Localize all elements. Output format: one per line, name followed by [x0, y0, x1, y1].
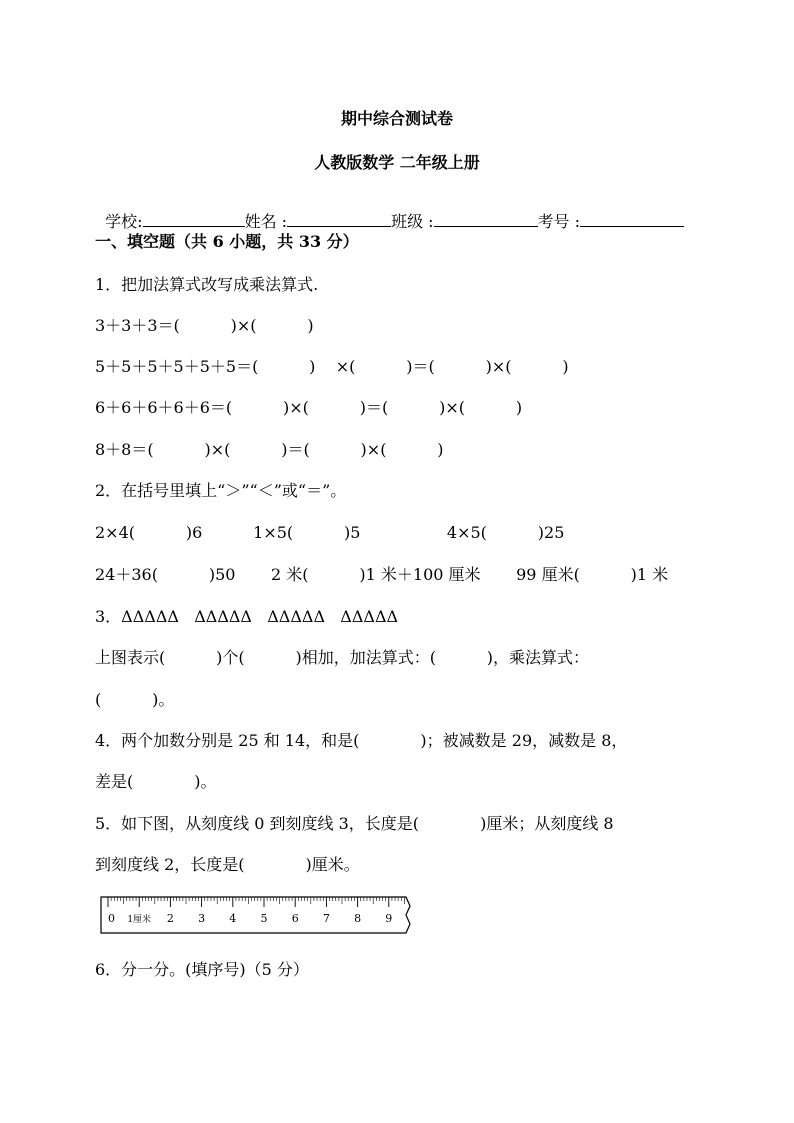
ruler-image: [100, 896, 412, 934]
exam-no-field[interactable]: [580, 210, 684, 227]
ruler-label: 4: [229, 912, 237, 925]
q5-line-1: 5．如下图，从刻度线 0 到刻度线 3，长度是( )厘米；从刻度线 8: [95, 814, 614, 833]
ruler-label: 9: [385, 912, 393, 925]
q3-stem: 3．ΔΔΔΔΔ ΔΔΔΔΔ ΔΔΔΔΔ ΔΔΔΔΔ: [95, 607, 399, 626]
q6-stem: 6．分一分。(填序号)（5 分）: [95, 960, 309, 979]
class-label: 班级 :: [391, 212, 434, 231]
ruler-label: 7: [322, 912, 330, 925]
q2-stem: 2．在括号里填上“＞”“＜”或“＝”。: [95, 481, 347, 500]
school-field[interactable]: [143, 210, 245, 227]
q2-line-2: 24＋36( )50 2 米( )1 米＋100 厘米 99 厘米( )1 米: [95, 565, 669, 584]
ruler-label: 2: [166, 912, 174, 925]
q2-line-1: 2×4( )6 1×5( )5 4×5( )25: [95, 523, 565, 542]
name-field[interactable]: [287, 210, 391, 227]
page-subtitle: 人教版数学 二年级上册: [314, 153, 480, 172]
q1-line-3: 6＋6＋6＋6＋6＝( )×( )＝( )×( ): [95, 398, 523, 417]
exam-no-label: 考号 :: [537, 212, 581, 231]
name-label: 姓名 :: [244, 212, 288, 231]
q3-line-1: 上图表示( )个( )相加，加法算式：( )，乘法算式：: [95, 648, 590, 667]
ruler-label: 6: [291, 912, 299, 925]
q5-line-2: 到刻度线 2，长度是( )厘米。: [95, 855, 360, 874]
page-title: 期中综合测试卷: [340, 109, 453, 128]
q1-line-1: 3＋3＋3＝( )×( ): [95, 316, 314, 335]
q1-line-4: 8＋8＝( )×( )＝( )×( ): [95, 440, 444, 459]
ruler-label: 3: [198, 912, 206, 925]
ruler-label: 8: [354, 912, 362, 925]
q1-line-2: 5＋5＋5＋5＋5＋5＝( ) ×( )＝( )×( ): [95, 357, 569, 376]
ruler-label: 1厘米: [127, 915, 152, 925]
student-info-row: [95, 190, 684, 232]
q3-line-2: ( )。: [95, 690, 175, 709]
class-field[interactable]: [434, 210, 538, 227]
section-heading: 一、填空题（共 6 小题，共 33 分）: [95, 232, 359, 251]
ruler-label: 0: [108, 912, 115, 925]
q4-line-1: 4．两个加数分别是 25 和 14，和是( )；被减数是 29，减数是 8，: [95, 731, 628, 750]
school-label: 学校:: [105, 212, 143, 231]
q4-line-2: 差是( )。: [95, 772, 217, 791]
q1-stem: 1．把加法算式改写成乘法算式.: [95, 275, 319, 294]
ruler-label: 5: [260, 912, 268, 925]
